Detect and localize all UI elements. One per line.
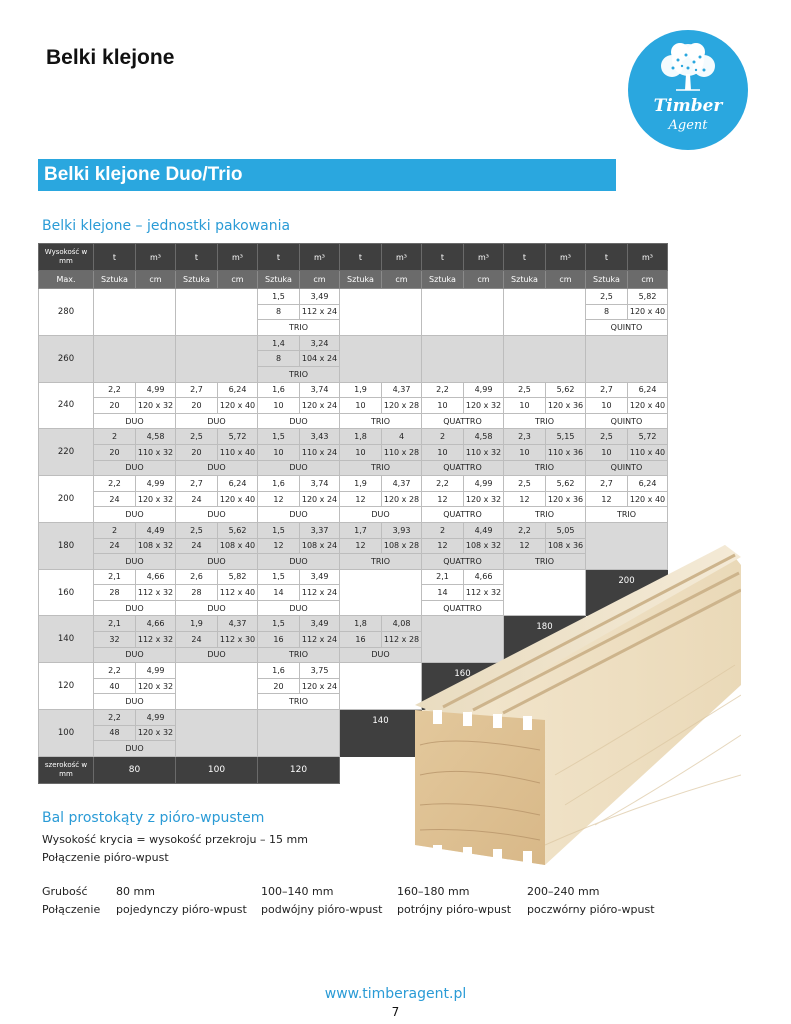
- cell-dimensions: 120 x 36: [546, 398, 586, 414]
- cell-pieces: 20: [176, 444, 218, 460]
- width-diagonal-label: 140: [340, 710, 422, 757]
- empty-cell: [258, 710, 340, 757]
- cell-volume: 4,58: [136, 429, 176, 445]
- glued-beam-image: [395, 545, 741, 875]
- cell-weight: 2,1: [422, 569, 464, 585]
- section-title: Belki klejone – jednostki pakowania: [42, 218, 291, 234]
- section-banner: [38, 159, 616, 191]
- cell-dimensions: 120 x 40: [628, 398, 668, 414]
- col-header-m3: m³: [300, 244, 340, 271]
- cell-type: DUO: [94, 600, 176, 616]
- cell-type: QUINTO: [586, 413, 668, 429]
- spec-size: 80 mm: [116, 885, 155, 898]
- cell-weight: 1,5: [258, 569, 300, 585]
- cell-type: QUATTRO: [422, 460, 504, 476]
- cell-dimensions: 110 x 24: [300, 444, 340, 460]
- cell-weight: 2,7: [586, 382, 628, 398]
- cell-volume: 3,43: [300, 429, 340, 445]
- cell-pieces: 10: [258, 444, 300, 460]
- cell-volume: 4,99: [136, 382, 176, 398]
- col-header-cm: cm: [464, 271, 504, 289]
- grubosc-label: Grubość: [42, 885, 88, 898]
- row-height-label: 240: [39, 382, 94, 429]
- cell-pieces: 12: [504, 538, 546, 554]
- cell-pieces: 10: [340, 398, 382, 414]
- cell-type: QUATTRO: [422, 413, 504, 429]
- section2-line1: Wysokość krycia = wysokość przekroju – 15 mm: [42, 833, 308, 846]
- width-diagonal-label: 200: [586, 569, 668, 616]
- cell-dimensions: 108 x 40: [218, 538, 258, 554]
- col-header-t: t: [422, 244, 464, 271]
- cell-weight: 1,6: [258, 663, 300, 679]
- col-header-t: t: [586, 244, 628, 271]
- cell-pieces: 20: [94, 444, 136, 460]
- cell-volume: 4,37: [218, 616, 258, 632]
- cell-pieces: 12: [586, 491, 628, 507]
- cell-pieces: 20: [94, 398, 136, 414]
- spec-join: poczwórny pióro-wpust: [527, 903, 655, 916]
- cell-dimensions: 110 x 40: [218, 444, 258, 460]
- cell-weight: 1,9: [176, 616, 218, 632]
- cell-dimensions: 112 x 30: [218, 632, 258, 648]
- cell-volume: 5,05: [546, 522, 586, 538]
- row-height-label: 100: [39, 710, 94, 757]
- logo-text-agent: Agent: [668, 118, 708, 133]
- cell-pieces: 24: [94, 491, 136, 507]
- cell-pieces: 14: [422, 585, 464, 601]
- cell-weight: 2,2: [94, 382, 136, 398]
- cell-volume: 4,49: [464, 522, 504, 538]
- cell-weight: 1,4: [258, 335, 300, 351]
- cell-volume: 6,24: [218, 382, 258, 398]
- cell-dimensions: 112 x 32: [464, 585, 504, 601]
- cell-dimensions: 120 x 40: [218, 398, 258, 414]
- col-header-t: t: [504, 244, 546, 271]
- cell-volume: 5,62: [546, 382, 586, 398]
- cell-volume: 4,66: [464, 569, 504, 585]
- corner-header: Wysokość w mm: [39, 244, 94, 271]
- cell-volume: 3,37: [300, 522, 340, 538]
- cell-type: TRIO: [504, 460, 586, 476]
- cell-volume: 3,75: [300, 663, 340, 679]
- cell-type: DUO: [176, 600, 258, 616]
- col-header-sztuka: Sztuka: [176, 271, 218, 289]
- cell-type: DUO: [94, 647, 176, 663]
- cell-pieces: 12: [258, 538, 300, 554]
- cell-volume: 5,82: [628, 289, 668, 305]
- col-header-m3: m³: [136, 244, 176, 271]
- col-header-sztuka: Sztuka: [422, 271, 464, 289]
- cell-dimensions: 112 x 28: [382, 632, 422, 648]
- cell-type: QUATTRO: [422, 554, 504, 570]
- cell-weight: 1,5: [258, 522, 300, 538]
- cell-volume: 3,74: [300, 382, 340, 398]
- cell-pieces: 24: [176, 491, 218, 507]
- cell-dimensions: 120 x 32: [136, 725, 176, 741]
- cell-volume: 3,74: [300, 476, 340, 492]
- col-header-t: t: [94, 244, 136, 271]
- cell-volume: 5,15: [546, 429, 586, 445]
- cell-dimensions: 112 x 40: [218, 585, 258, 601]
- cell-dimensions: 104 x 24: [300, 351, 340, 367]
- cell-pieces: 24: [176, 538, 218, 554]
- cell-pieces: 16: [340, 632, 382, 648]
- cell-pieces: 16: [258, 632, 300, 648]
- cell-type: DUO: [176, 413, 258, 429]
- cell-dimensions: 120 x 24: [300, 491, 340, 507]
- cell-type: DUO: [258, 600, 340, 616]
- corner-sub-header: Max.: [39, 271, 94, 289]
- cell-weight: 1,8: [340, 429, 382, 445]
- cell-weight: 2,2: [94, 476, 136, 492]
- cell-pieces: 28: [94, 585, 136, 601]
- cell-weight: 2: [94, 522, 136, 538]
- cell-dimensions: 108 x 24: [300, 538, 340, 554]
- cell-weight: 2,5: [504, 476, 546, 492]
- col-header-cm: cm: [628, 271, 668, 289]
- cell-pieces: 10: [258, 398, 300, 414]
- cell-weight: 1,5: [258, 616, 300, 632]
- cell-type: TRIO: [340, 413, 422, 429]
- cell-weight: 2,7: [586, 476, 628, 492]
- cell-dimensions: 110 x 28: [382, 444, 422, 460]
- spec-size: 100–140 mm: [261, 885, 334, 898]
- cell-type: TRIO: [258, 694, 340, 710]
- cell-volume: 6,24: [218, 476, 258, 492]
- cell-type: TRIO: [340, 460, 422, 476]
- cell-type: DUO: [94, 507, 176, 523]
- cell-weight: 2,2: [422, 382, 464, 398]
- cell-pieces: 24: [176, 632, 218, 648]
- cell-dimensions: 120 x 40: [218, 491, 258, 507]
- col-header-t: t: [258, 244, 300, 271]
- col-header-cm: cm: [136, 271, 176, 289]
- row-height-label: 160: [39, 569, 94, 616]
- col-header-t: t: [340, 244, 382, 271]
- empty-cell: [94, 289, 176, 336]
- cell-weight: 1,8: [340, 616, 382, 632]
- cell-type: DUO: [258, 507, 340, 523]
- cell-volume: 4,99: [464, 382, 504, 398]
- cell-type: DUO: [176, 460, 258, 476]
- cell-weight: 2,5: [176, 429, 218, 445]
- cell-weight: 2,5: [586, 289, 628, 305]
- cell-pieces: 40: [94, 678, 136, 694]
- footer-width-value: 80: [94, 756, 176, 783]
- cell-type: DUO: [340, 507, 422, 523]
- spec-join: pojedynczy pióro-wpust: [116, 903, 247, 916]
- cell-type: TRIO: [258, 647, 340, 663]
- cell-volume: 4,58: [464, 429, 504, 445]
- cell-type: DUO: [94, 413, 176, 429]
- col-header-sztuka: Sztuka: [504, 271, 546, 289]
- empty-cell: [176, 663, 258, 710]
- cell-volume: 3,93: [382, 522, 422, 538]
- cell-pieces: 20: [176, 398, 218, 414]
- cell-type: TRIO: [504, 554, 586, 570]
- col-header-cm: cm: [546, 271, 586, 289]
- empty-cell: [586, 335, 668, 382]
- cell-weight: 2,5: [586, 429, 628, 445]
- cell-type: TRIO: [258, 366, 340, 382]
- cell-volume: 3,49: [300, 616, 340, 632]
- empty-cell: [422, 335, 504, 382]
- cell-pieces: 14: [258, 585, 300, 601]
- cell-volume: 4: [382, 429, 422, 445]
- empty-cell: [340, 289, 422, 336]
- cell-type: TRIO: [504, 413, 586, 429]
- cell-dimensions: 110 x 32: [464, 444, 504, 460]
- cell-dimensions: 112 x 24: [300, 632, 340, 648]
- cell-type: DUO: [94, 460, 176, 476]
- cell-type: DUO: [176, 647, 258, 663]
- cell-pieces: 12: [422, 538, 464, 554]
- cell-volume: 4,37: [382, 382, 422, 398]
- col-header-sztuka: Sztuka: [94, 271, 136, 289]
- cell-weight: 1,7: [340, 522, 382, 538]
- cell-pieces: 24: [94, 538, 136, 554]
- cell-dimensions: 112 x 32: [136, 632, 176, 648]
- cell-type: DUO: [258, 460, 340, 476]
- cell-pieces: 8: [586, 304, 628, 320]
- cell-pieces: 32: [94, 632, 136, 648]
- cell-volume: 4,99: [136, 476, 176, 492]
- col-header-m3: m³: [628, 244, 668, 271]
- col-header-cm: cm: [300, 271, 340, 289]
- row-height-label: 220: [39, 429, 94, 476]
- cell-dimensions: 120 x 32: [464, 491, 504, 507]
- row-height-label: 120: [39, 663, 94, 710]
- col-header-t: t: [176, 244, 218, 271]
- cell-pieces: 48: [94, 725, 136, 741]
- empty-cell: [94, 335, 176, 382]
- cell-type: DUO: [176, 554, 258, 570]
- cell-type: QUATTRO: [422, 507, 504, 523]
- logo-text-timber: Timber: [653, 96, 723, 116]
- cell-dimensions: 120 x 32: [136, 678, 176, 694]
- cell-type: DUO: [94, 741, 176, 757]
- empty-cell: [176, 335, 258, 382]
- cell-pieces: 12: [258, 491, 300, 507]
- cell-type: QUINTO: [586, 460, 668, 476]
- row-height-label: 280: [39, 289, 94, 336]
- cell-weight: 2,2: [94, 710, 136, 726]
- cell-pieces: 10: [504, 444, 546, 460]
- cell-type: DUO: [340, 647, 422, 663]
- row-height-label: 200: [39, 476, 94, 523]
- cell-volume: 4,37: [382, 476, 422, 492]
- empty-cell: [176, 289, 258, 336]
- cell-pieces: 8: [258, 304, 300, 320]
- cell-volume: 5,82: [218, 569, 258, 585]
- cell-dimensions: 108 x 32: [136, 538, 176, 554]
- cell-pieces: 10: [504, 398, 546, 414]
- cell-type: TRIO: [586, 507, 668, 523]
- cell-dimensions: 108 x 28: [382, 538, 422, 554]
- cell-weight: 2,7: [176, 476, 218, 492]
- cell-pieces: 10: [422, 444, 464, 460]
- cell-pieces: 12: [340, 491, 382, 507]
- cell-volume: 4,99: [136, 710, 176, 726]
- col-header-cm: cm: [382, 271, 422, 289]
- cell-pieces: 10: [340, 444, 382, 460]
- cell-volume: 5,72: [628, 429, 668, 445]
- empty-cell: [176, 710, 258, 757]
- cell-dimensions: 110 x 40: [628, 444, 668, 460]
- spec-join: potrójny pióro-wpust: [397, 903, 512, 916]
- row-height-label: 260: [39, 335, 94, 382]
- cell-weight: 2,2: [94, 663, 136, 679]
- cell-pieces: 20: [258, 678, 300, 694]
- cell-weight: 2,2: [504, 522, 546, 538]
- row-height-label: 140: [39, 616, 94, 663]
- timber-agent-logo: [628, 30, 748, 150]
- footer-url-link[interactable]: www.timberagent.pl: [324, 986, 467, 1002]
- cell-dimensions: 120 x 32: [136, 491, 176, 507]
- cell-volume: 5,72: [218, 429, 258, 445]
- footer-width-value: 120: [258, 756, 340, 783]
- cell-type: TRIO: [504, 507, 586, 523]
- cell-volume: 3,49: [300, 289, 340, 305]
- cell-weight: 1,6: [258, 476, 300, 492]
- cell-volume: 3,24: [300, 335, 340, 351]
- cell-volume: 4,66: [136, 616, 176, 632]
- cell-volume: 5,62: [218, 522, 258, 538]
- polaczenie-label: Połączenie: [42, 903, 101, 916]
- cell-weight: 1,5: [258, 289, 300, 305]
- cell-dimensions: 120 x 36: [546, 491, 586, 507]
- section2-line2: Połączenie pióro-wpust: [42, 851, 169, 864]
- banner-title: Belki klejone Duo/Trio: [44, 164, 243, 185]
- col-header-cm: cm: [218, 271, 258, 289]
- cell-volume: 4,99: [464, 476, 504, 492]
- cell-volume: 6,24: [628, 476, 668, 492]
- section2-title: Bal prostokąty z pióro-wpustem: [42, 810, 265, 826]
- cell-volume: 4,66: [136, 569, 176, 585]
- empty-cell: [422, 289, 504, 336]
- cell-volume: 3,49: [300, 569, 340, 585]
- cell-type: QUATTRO: [422, 600, 504, 616]
- cell-dimensions: 110 x 32: [136, 444, 176, 460]
- cell-dimensions: 110 x 36: [546, 444, 586, 460]
- cell-weight: 2,1: [94, 569, 136, 585]
- cell-dimensions: 120 x 40: [628, 304, 668, 320]
- cell-type: DUO: [94, 694, 176, 710]
- cell-type: DUO: [258, 413, 340, 429]
- cell-dimensions: 112 x 24: [300, 585, 340, 601]
- cell-volume: 4,08: [382, 616, 422, 632]
- cell-weight: 2,5: [504, 382, 546, 398]
- footer-width-label: szerokość w mm: [39, 756, 94, 783]
- cell-type: DUO: [258, 554, 340, 570]
- cell-type: DUO: [176, 507, 258, 523]
- cell-weight: 2: [94, 429, 136, 445]
- spec-join: podwójny pióro-wpust: [261, 903, 383, 916]
- cell-pieces: 12: [504, 491, 546, 507]
- cell-type: TRIO: [258, 320, 340, 336]
- col-header-sztuka: Sztuka: [586, 271, 628, 289]
- col-header-m3: m³: [382, 244, 422, 271]
- cell-volume: 4,49: [136, 522, 176, 538]
- cell-weight: 2,1: [94, 616, 136, 632]
- cell-pieces: 12: [422, 491, 464, 507]
- cell-weight: 2: [422, 429, 464, 445]
- empty-cell: [340, 335, 422, 382]
- cell-dimensions: 120 x 28: [382, 398, 422, 414]
- col-header-m3: m³: [546, 244, 586, 271]
- width-diagonal-label: 160: [422, 663, 504, 710]
- cell-dimensions: 120 x 28: [382, 491, 422, 507]
- cell-type: QUINTO: [586, 320, 668, 336]
- cell-volume: 6,24: [628, 382, 668, 398]
- cell-pieces: 10: [586, 398, 628, 414]
- cell-weight: 2,5: [176, 522, 218, 538]
- cell-weight: 1,9: [340, 382, 382, 398]
- cell-dimensions: 120 x 24: [300, 398, 340, 414]
- width-diagonal-label: 180: [504, 616, 586, 663]
- spec-size: 200–240 mm: [527, 885, 600, 898]
- page-title: Belki klejone: [46, 46, 175, 69]
- spec-size: 160–180 mm: [397, 885, 470, 898]
- row-height-label: 180: [39, 522, 94, 569]
- cell-weight: 2,3: [504, 429, 546, 445]
- cell-pieces: 12: [340, 538, 382, 554]
- cell-dimensions: 120 x 32: [464, 398, 504, 414]
- cell-volume: 5,62: [546, 476, 586, 492]
- cell-dimensions: 112 x 32: [136, 585, 176, 601]
- cell-pieces: 10: [422, 398, 464, 414]
- col-header-sztuka: Sztuka: [258, 271, 300, 289]
- cell-dimensions: 108 x 32: [464, 538, 504, 554]
- cell-weight: 1,9: [340, 476, 382, 492]
- cell-weight: 2: [422, 522, 464, 538]
- cell-weight: 1,6: [258, 382, 300, 398]
- cell-dimensions: 120 x 32: [136, 398, 176, 414]
- cell-weight: 2,7: [176, 382, 218, 398]
- cell-pieces: 28: [176, 585, 218, 601]
- cell-pieces: 10: [586, 444, 628, 460]
- empty-cell: [504, 289, 586, 336]
- cell-pieces: 8: [258, 351, 300, 367]
- cell-type: TRIO: [340, 554, 422, 570]
- cell-weight: 1,5: [258, 429, 300, 445]
- col-header-sztuka: Sztuka: [340, 271, 382, 289]
- col-header-m3: m³: [218, 244, 258, 271]
- page-number: 7: [391, 1005, 400, 1019]
- empty-cell: [504, 335, 586, 382]
- footer-width-value: 100: [176, 756, 258, 783]
- cell-weight: 2,2: [422, 476, 464, 492]
- cell-weight: 2,6: [176, 569, 218, 585]
- cell-dimensions: 120 x 24: [300, 678, 340, 694]
- cell-volume: 4,99: [136, 663, 176, 679]
- cell-dimensions: 108 x 36: [546, 538, 586, 554]
- cell-type: DUO: [94, 554, 176, 570]
- cell-dimensions: 120 x 40: [628, 491, 668, 507]
- cell-dimensions: 112 x 24: [300, 304, 340, 320]
- col-header-m3: m³: [464, 244, 504, 271]
